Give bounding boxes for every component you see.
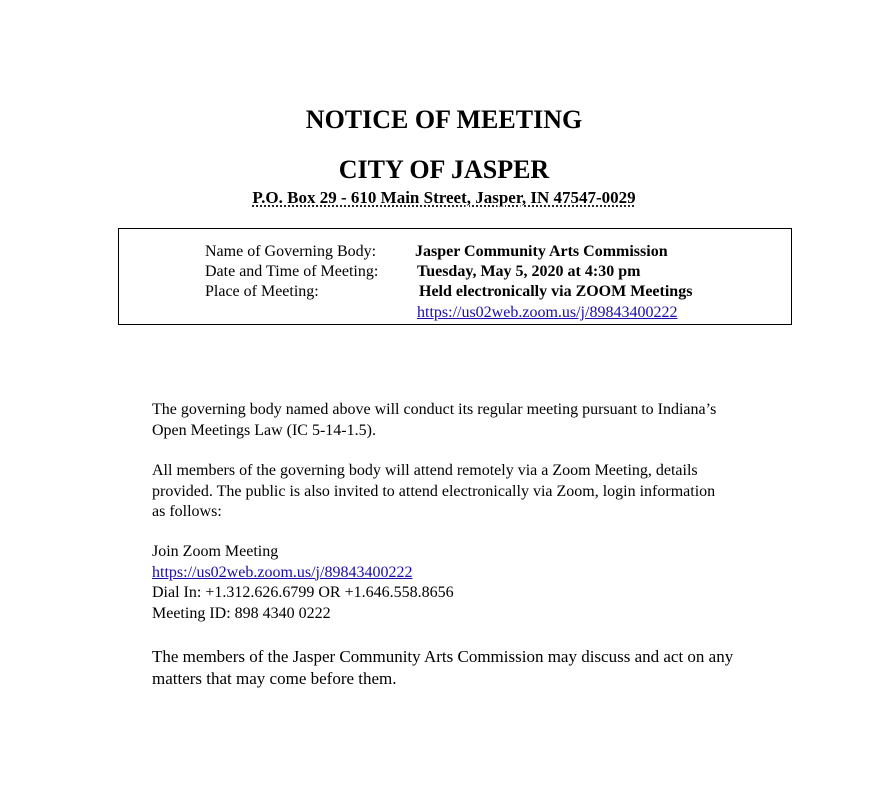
meeting-info-box: [118, 228, 792, 325]
paragraph-line: provided. The public is also invited to attend electronically via Zoom, login information: [152, 482, 716, 500]
join-zoom-link[interactable]: https://us02web.zoom.us/j/89843400222: [152, 563, 413, 581]
dial-in-numbers: Dial In: +1.312.626.6799 OR +1.646.558.8656: [152, 584, 454, 601]
join-zoom-label: Join Zoom Meeting: [152, 543, 279, 560]
paragraph-line: matters that may come before them.: [152, 669, 397, 688]
paragraph-line: The members of the Jasper Community Arts Commission may discuss and act on any: [152, 647, 734, 666]
governing-body-value: Jasper Community Arts Commission: [415, 243, 668, 260]
place-zoom-link[interactable]: https://us02web.zoom.us/j/89843400222: [417, 304, 678, 321]
meeting-id: Meeting ID: 898 4340 0222: [152, 604, 331, 622]
datetime-label: Date and Time of Meeting:: [205, 263, 379, 280]
paragraph-line: The governing body named above will conduct its regular meeting pursuant to Indiana’s: [152, 401, 717, 418]
place-value: Held electronically via ZOOM Meetings: [419, 283, 693, 300]
datetime-value: Tuesday, May 5, 2020 at 4:30 pm: [417, 263, 641, 280]
paragraph-line: as follows:: [152, 503, 222, 520]
address-text: P.O. Box 29 - 610 Main Street, Jasper, IN 47547-0029: [252, 188, 636, 207]
zoom-details: [152, 542, 802, 624]
city-title: CITY OF JASPER: [338, 155, 550, 184]
paragraph-remote-attendance: [152, 461, 802, 523]
paragraph-line: Open Meetings Law (IC 5-14-1.5).: [152, 421, 376, 439]
paragraph-open-meetings: [152, 400, 802, 441]
paragraph-line: All members of the governing body will attend remotely via a Zoom Meeting, details: [152, 462, 698, 479]
place-link-row: [417, 303, 677, 323]
governing-body-label: Name of Governing Body:: [205, 243, 377, 260]
city-address: [0, 188, 888, 208]
paragraph-commission-discussion: [152, 646, 802, 690]
place-label: Place of Meeting:: [205, 283, 319, 300]
notice-title: NOTICE OF MEETING: [305, 105, 583, 134]
join-link-row: [152, 563, 802, 584]
